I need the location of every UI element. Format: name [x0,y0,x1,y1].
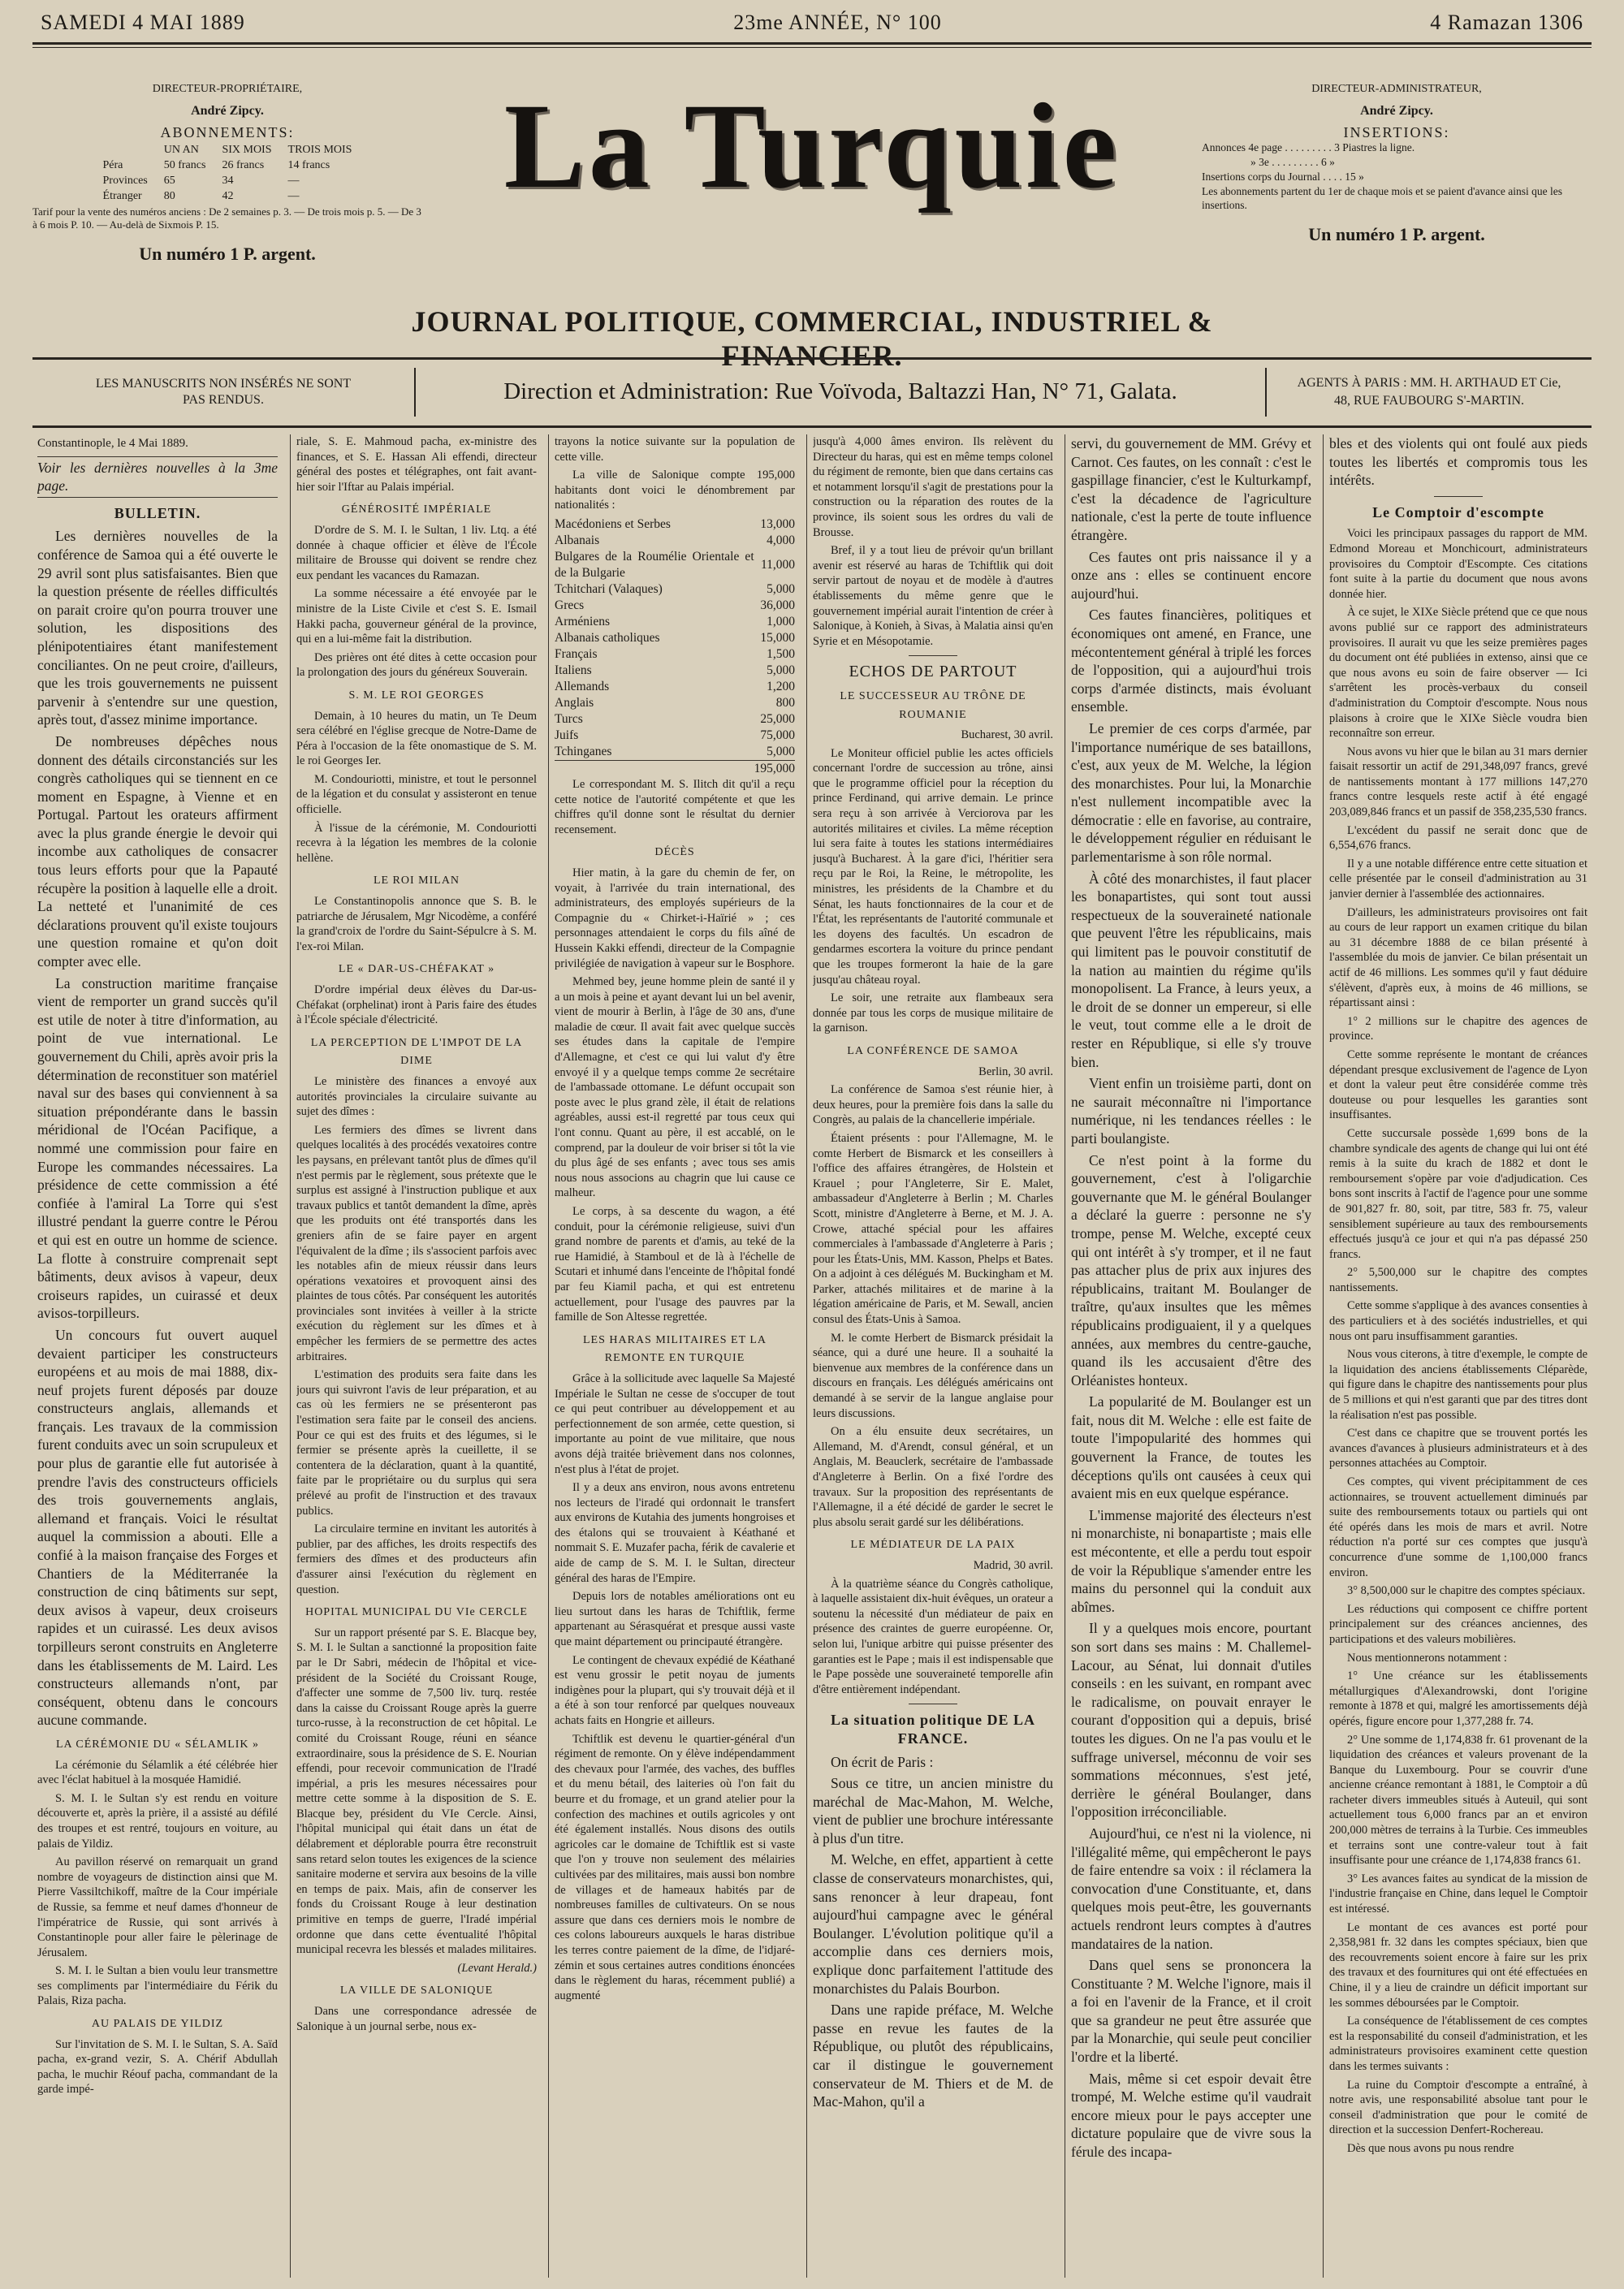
paragraph: Le montant de ces avances est porté pour 2,358,981 fr. 32 dans les comptes spéciaux, bien que des recouvrements soient encore à faire sur les prix des travaux et des fournitures qui ont été effectuées en Chine, il y a lieu de craindre un déficit important sur les sommes déboursées par le Comptoir. [1329,1920,1587,2010]
population-label: Albanais [555,533,600,547]
paragraph: trayons la notice suivante sur la population de cette ville. [555,435,795,464]
paragraph: Sous ce titre, un ancien ministre du maréchal de Mac-Mahon, M. Welche, vient de publier une brochure intéressante à plus d'un titre. [813,1775,1053,1846]
paragraph: Mais, même si cet espoir devait être trompé, M. Welche estime qu'il vaudrait encore mieux pour le pays accepter une dictature populaire que de vivre sous la férule des incapa- [1071,2070,1311,2161]
paragraph: M. Condouriotti, ministre, et tout le personnel de la légation et du consulat y assisteront en tenue officielle. [296,772,537,817]
paragraph: La circulaire termine en invitant les autorités à publier, par des affiches, les droits respectifs des fermiers des dîmes et des producteurs afin d'assurer ainsi l'exécution du règlement en question. [296,1522,537,1596]
abon-head: TROIS MOIS [287,144,352,156]
paragraph: Vient enfin un troisième parti, dont on ne saurait méconnaître ni l'importance numérique, ni les tendances réelles : le parti boulangiste. [1071,1075,1311,1147]
paragraph: À la quatrième séance du Congrès catholique, à laquelle assistaient dix-huit évêques, un orateur a soutenu la nécessité d'un médiateur de paix en présence des craintes de guerre européenne. Or, selon lui, l'unique arbitre qui puisse présenter des garanties est le Pape ; mais il est indispensable que le Pape possède une souveraineté temporelle afin d'être entièrement indépendant. [813,1577,1053,1696]
population-row [555,728,795,744]
population-value: 4,000 [767,533,795,547]
population-value: 5,000 [767,744,795,758]
column-rule [548,434,549,2278]
paragraph: Dès que nous avons pu nous rendre [1347,2141,1514,2155]
masthead-title: La Turquie [503,79,1121,214]
population-value: 11,000 [760,557,795,572]
heading-dime: LA PERCEPTION DE L'IMPOT DE LA DIME [310,1036,523,1068]
population-label: Français [555,646,598,661]
population-row [555,663,795,679]
paragraph: jusqu'à 4,000 âmes environ. Ils relèvent du Directeur du haras, qui est en même temps colonel du régiment de remonte, bien que dans certains cas et notamment lorsqu'il s'agit de prestations pour la construction ou la réparation des routes de la province, ils soient sous les ordres du vali de Brousse. [813,435,1053,539]
paragraph: 3° 8,500,000 sur le chapitre des comptes spéciaux. [1347,1584,1586,1598]
paragraph: Le premier de ces corps d'armée, par l'importance numérique de ses bataillons, c'est, aux yeux de M. Welche, la légion des monarchistes. Pour lui, la Monarchie n'est nullement incompatible avec la démocratie : elle en favorise, au contraire, le développement régulier en réduisant le parlementarisme à son rôle normal. [1071,719,1311,866]
paragraph: La ville de Salonique compte 195,000 habitants dont voici le dénombrement par nationalités : [555,469,795,512]
band-left-line: PAS RENDUS. [183,392,264,407]
paragraph: D'ailleurs, les administrateurs provisoires ont fait au cours de leur rapport un examen critique du bilan au 31 décembre 1888 de ce bilan présenté à l'assemblée du mois de janvier. Ce bilan présentait un actif de 46 millions. Les sommes qu'il y faut déduire s'élèvent, d'après eux, à moins de 46 millions, se répartissant ainsi : [1329,905,1587,1010]
tarif-note: Tarif pour la vente des numéros anciens : De 2 semaines p. 3. — De trois mois p. 5. — De 3 à 6 mois P. 10. — Au-delà de Sixmois P. 15. [32,205,421,231]
paragraph: M. Welche, en effet, appartient à cette classe de conservateurs monarchistes, qui, sans renoncer à leur drapeau, font aujourd'hui campagne avec le général Boulanger. L'évolution politique qu'il a accomplie dans ces derniers mois, explique donc parfaitement l'attitude des monarchistes du Palais Bourbon. [813,1851,1053,1997]
insertions-line: Les abonnements partent du 1er de chaque mois et se paient d'avance ainsi que les insertions. [1202,185,1563,211]
population-value: 75,000 [760,728,795,742]
heading-roi-georges: S. M. LE ROI GEORGES [348,689,485,702]
column-6 [1329,434,1587,2278]
paragraph: S. M. I. le Sultan s'y est rendu en voiture découverte et, après la prière, il a assisté au défilé des troupes et est rentré, toujours en voiture, au palais de Yildiz. [37,1791,278,1851]
paragraph: Le ministère des finances a envoyé aux autorités provinciales la circulaire suivante au sujet des dîmes : [296,1074,537,1119]
population-label: Macédoniens et Serbes [555,516,671,531]
population-row [555,646,795,663]
paragraph: Hier matin, à la gare du chemin de fer, on voyait, à l'arrivée du train international, des administrateurs, des employés supérieurs de la Compagnie du « Chirket-i-Haïrié » ; ces personnages attendaient le corps du fils aîné de Hussein Kakki effendi, directeur de la Compagnie privilégiée de navigation à vapeur sur le Bosphore. [555,866,795,970]
paragraph: 1° Une créance sur les établissements métallurgiques d'Alexandrowski, dont l'origine remonte à 1878 et qui, malgré les amortissements déjà opérés, figure encore pour 1,377,288 fr. 74. [1329,1669,1587,1728]
paragraph: Depuis lors de notables améliorations ont eu lieu surtout dans les haras de Tchiftlik, ferme appartenant au Sérasquérat et presque aussi vaste que maint département ou principauté étrangère. [555,1590,795,1649]
abon-cell: Péra [102,159,123,171]
abon-cell: 14 francs [287,159,330,171]
price-left: Un numéro 1 P. argent. [139,244,316,264]
insertions-box [1202,73,1592,242]
place-date: Bucharest, 30 avril. [961,728,1053,742]
paragraph: De nombreuses dépêches nous donnent des détails circonstanciés sur les congrès catholiques qui se tiennent en ce moment en Espagne, à Vienne et en Portugal. Partout les orateurs affirment avec la plus grande énergie le devoir qui incombe aux catholiques de consacrer tous leurs efforts pour que la Papauté récupère la position à laquelle elle a droit. La netteté et l'unanimité de ces déclarations prouvent qu'il existe toujours une question romaine et qu'on doit compter avec elle. [37,732,278,970]
heading-dar-us-chefakat: LE « DAR-US-CHÉFAKAT » [338,963,495,976]
population-label: Tchinganes [555,744,612,758]
abon-cell: 80 [163,190,175,202]
heading-succession: LE SUCCESSEUR AU TRÔNE DE ROUMANIE [840,689,1026,721]
heading-yildiz: AU PALAIS DE YILDIZ [91,2018,224,2031]
population-value: 36,000 [760,598,795,612]
paragraph: Dans une correspondance adressée de Salonique à un journal serbe, nous ex- [296,2005,537,2033]
band-rule-top [32,357,1592,360]
population-label: Grecs [555,598,585,612]
paragraph: La conséquence de l'établissement de ces comptes est la responsabilité du conseil d'administration, et les administrateurs provisoires examinent cette question dans les termes suivants : [1329,2015,1587,2073]
population-value: 1,200 [767,679,795,693]
abon-cell: 34 [222,175,234,187]
paragraph: Aujourd'hui, ce n'est ni la violence, ni l'illégalité même, qui empêcheront le pays de faire entendre sa voix : il réclamera la convocation d'une Constituante, et, dans quelques mois peut-être, les gouvernants actuels rendront leurs comptes à d'autres mandataires de la nation. [1071,1825,1311,1952]
paragraph: M. le comte Herbert de Bismarck présidait la séance, qui a duré une heure. Il a souhaité la bienvenue aux membres de la conférence dans un discours en français. Les délégués américains ont demandé à se servir de la langue anglaise pour leurs discussions. [813,1331,1053,1420]
page-3-note: Voir les dernières nouvelles à la 3me page. [37,456,278,498]
dateline-date: SAMEDI 4 MAI 1889 [41,11,245,34]
paragraph: La conférence de Samoa s'est réunie hier, à deux heures, pour la première fois dans la salle du Congrès, au palais de la chancellerie impériale. [813,1083,1053,1127]
source-credit: (Levant Herald.) [457,1961,537,1975]
paragraph: bles et des violents qui ont foulé aux pieds toutes les libertés et compromis tous les intérêts. [1329,435,1587,489]
abon-head: UN AN [163,144,199,156]
top-rule-thin [32,47,1592,48]
paragraph: Tchiftlik est devenu le quartier-général d'un régiment de remonte. On y élève indépendamment des chevaux pour l'armée, des vaches, des buffles et du menu bétail, des laiteries où l'on fait du beurre et du fromage, et un grand atelier pour la confection des machines et outils agricoles y ont été également installés. Nous disons des outils agricoles car le domaine de Tchiftlik est si vaste que l'on y trouve non seulement des mélairies cultivées par des militaires, mais aussi bon nombre de villages et de hameaux habités par de nombreuses familles de cultivateurs. On se nous assure que dans ces derniers mois le nombre de ces colons laboureurs auxquels le haras distribue les terres contre paiement de la dîme, de l'idjaré-zémin et sous certaines autres conditions énoncées dans le règlement du haras, récemment publié) a augmenté [555,1732,795,2002]
paragraph: Les dernières nouvelles de la conférence de Samoa qui a été ouverte le 29 avril sont plus satisfaisantes. Bien que la question présente de réelles difficultés on parait croire qu'on pourra trouver une solution, les dispositions des plénipotentiaires étant manifestement conciliantes. On ne peut croire, d'ailleurs, que les trois gouvernements ne puissent parvenir à s'entendre sur une question, après tout, d'assez minime importance. [37,528,278,728]
paragraph: servi, du gouvernement de MM. Grévy et Carnot. Ces fautes, on les connaît : c'est le gaspillage financier, c'est le Kulturkampf, c'est la décadence de l'agriculture nationale, c'est la perte de toute influence étrangère. [1071,435,1311,543]
insertions-line: » 3e . . . . . . . . . 6 » [1250,156,1335,168]
abon-cell: 42 [222,190,234,202]
top-rule [32,42,1592,45]
population-row [555,581,795,598]
dateline-issue: 23me ANNÉE, N° 100 [733,11,942,34]
paragraph: Des prières ont été dites à cette occasion pour la prolongation des jours du généreux Souverain. [296,650,537,680]
heading-haras: LES HARAS MILITAIRES ET LA REMONTE EN TURQUIE [582,1333,767,1365]
population-row [555,711,795,728]
column-5 [1071,434,1311,2278]
administrator-name: André Zipcy. [1360,104,1433,118]
paragraph: Les réductions qui composent ce chiffre portent principalement sur des créances anciennes, des participations et des valeurs mobilières. [1329,1602,1587,1646]
population-label: Tchitchari (Valaques) [555,581,663,596]
paragraph: Il y a deux ans environ, nous avons entretenu nos lecteurs de l'iradé qui ordonnait le transfert aux environs de Kutahia des juments hongroises et des étalons qui se trouvaient à Kéathané et nommait S. E. Muzafer pacha, férik de cavalerie et aide de camp de S. M. I. le Sultan, directeur général des haras de l'Empire. [555,1481,795,1585]
paragraph: Le contingent de chevaux expédié de Kéathané est venu grossir le petit noyau de juments indigènes pour la plupart, qui s'y trouvait déjà et il a été à son tour renforcé par quelques nouveaux achats faits en Hongrie et ailleurs. [555,1653,795,1727]
abonnements-title: ABONNEMENTS: [160,124,295,140]
paragraph: C'est dans ce chapitre que se trouvent portés les avances d'avances à plusieurs administrateurs et à des personnes attachées au Comptoir. [1329,1427,1587,1471]
separator [1434,496,1483,497]
population-table [555,516,795,777]
population-label: Anglais [555,695,594,710]
heading-deces: DÉCÈS [654,846,695,859]
paragraph: Demain, à 10 heures du matin, un Te Deum sera célébré en l'église grecque de Notre-Dame de Péra à l'occasion de la fête onomastique de S. M. le roi Georges Ier. [296,709,537,768]
population-value: 25,000 [760,711,795,726]
population-value: 15,000 [760,630,795,645]
paragraph: Il y a une notable différence entre cette situation et celle présentée par le conseil d'administration au 31 janvier dernier à l'assemblée des actionnaires. [1329,857,1587,901]
paragraph: Les fermiers des dîmes se livrent dans quelques localités à des procédés vexatoires contre les paysans, en prélevant tantôt plus de dîmes qu'il n'est permis par le règlement, sous prétexte que le surplus est assigné à l'instruction publique et aux travaux publics et tantôt demandent la dîme, après que les produits ont été transportés dans les greniers afin de se faire payer en argent l'équivalent de la dîme ; ils s'associent parfois avec les notables afin de mieux réussir dans leurs opérations vexatoires et provoquent ainsi des plaintes de tous côtés. Par conséquent les autorités provinciales sont invitées à veiller à la stricte exécution du règlement sur les dîmes et à empêcher les fermiers de se permettre des actes arbitraires. [296,1123,537,1363]
heading-hopital: HOPITAL MUNICIPAL DU VIe CERCLE [305,1606,528,1619]
heading-mediateur: LE MÉDIATEUR DE LA PAIX [850,1539,1016,1552]
paragraph: D'ordre de S. M. I. le Sultan, 1 liv. Ltq. a été donnée à chaque officier et élève de l'École militaire de Brousse qui doivent se rendre chez eux pendant les vacances du Ramazan. [296,523,537,582]
band-address: Direction et Administration: Rue Voïvoda, Baltazzi Han, N° 71, Galata. [503,378,1177,404]
paragraph: Ces fautes financières, politiques et économiques ont amené, en France, une mécontentement général à triplé les forces de l'opposition, qui a aujourd'hui trois corps d'armée distincts, mais évoluant ensemble. [1071,607,1311,715]
paragraph: On a élu ensuite deux secrétaires, un Allemand, M. d'Arendt, consul général, et un Anglais, M. Beauclerk, secrétaire de l'ambassade d'Angleterre à Berlin. On a fixé l'ordre des travaux. Sur la proposition des représentants de l'Allemagne, il a été décidé de garder le secret le plus absolu serait gardé sur les délibérations. [813,1425,1053,1529]
column-4 [813,434,1053,2278]
paragraph: À ce sujet, le XIXe Siècle prétend que ce que nous avons publié sur ce rapport des administrateurs provisoires. Il aurait vu que les seize premières pages du document ont été publiées in extenso, ainsi que ce que nous avons eu soin de faire observer — Ici s'arrêtent les procès-verbaux du conseil d'administration du Comptoir d'escompte. Nous nous plaisons à croire que le XIXe Siècle voudra bien reconnaître son erreur. [1329,606,1587,741]
population-label: Albanais catholiques [555,630,660,645]
paragraph: Nous vous citerons, à titre d'exemple, le compte de la liquidation des anciens établissements Cléparède, qui figure dans le chapitre des nantissements pour plus de 5 millions et qui n'est garanti que par des titres dont la réalisation n'est pas possible. [1329,1348,1587,1422]
paragraph: Dans une rapide préface, M. Welche passe en revue les fautes de la République, ou plutôt des républicains, car il distingue le gouvernement conservateur de M. Thiers et de M. de Mac-Mahon, qu'il a [813,2002,1053,2110]
abon-cell: — [287,175,300,187]
population-label: Allemands [555,679,610,693]
paragraph: La cérémonie du Sélamlik a été célébrée hier avec l'éclat habituel à la mosquée Hamidié. [37,1758,278,1787]
paragraph: 2° Une somme de 1,174,838 fr. 61 provenant de la liquidation des créances et valeurs provenant de la Banque du Luxembourg. Pour se couvrir d'une ancienne créance remontant à 1881, le Comptoir a dû racheter divers immeubles situés à Auteuil, qui sont actuellement tous 6,000 francs par an et environ 200,000 mètres de terrains à la Turbie. Ces immeubles et terrains sont une contre-valeur tout à fait insuffisante pour une créance de 1,174,838 francs 61. [1329,1733,1587,1868]
band-rule-bottom [32,425,1592,428]
paragraph: Le soir, une retraite aux flambeaux sera donnée par tous les corps de musique militaire de la garnison. [813,991,1053,1035]
abon-cell: 65 [163,175,175,187]
paragraph: La somme nécessaire a été envoyée par le ministre de la Liste Civile et c'est S. E. Ismail Hakki pacha, gouverneur général de la province, qui en a lui-même fait la distribution. [296,587,537,646]
paragraph: S. M. I. le Sultan a bien voulu leur transmettre ses compliments par l'intermédiaire du Férik du Palais, Riza pacha. [37,1964,278,2008]
band-right-line: AGENTS À PARIS : MM. H. ARTHAUD ET Cie, [1297,375,1561,390]
paragraph: Étaient présents : pour l'Allemagne, M. le comte Herbert de Bismarck et les conseillers à l'office des affaires étrangères, de Holstein et Krauel ; pour l'Angleterre, Sir E. Malet, ambassadeur d'Angleterre à Berlin ; M. Charles Scott, ministre d'Angleterre à Berne, et M. J. A. Crowe, attaché spécial pour les affaires commerciales à l'ambassade d'Angleterre à Paris ; pour les États-Unis, MM. Kasson, Phelps et Bates. On a adjoint à ces délégués M. Buckingham et M. Parker, attachés militaires et de marine à la légation américaine de Paris, et M. Sewall, ancien consul des États-Unis à Samoa. [813,1131,1053,1327]
band-right [1265,368,1592,417]
price-right: Un numéro 1 P. argent. [1308,224,1485,244]
paragraph: La construction maritime française vient de remporter un grand succès qu'il est utile de noter à titre d'information, au point de vue international. Le gouvernement du Chili, après avoir pris la détermination de reconstituer son matériel naval sur des bases qui conviennent à sa situation prépondérante dans le bassin méridional de l'Océan Pacifique, a nommé une commission pour faire en Europe les commandes nécessaires. La présidence de cette commission a été confiée à l'amiral La Torre qui s'est illustré pendant la guerre contre le Pérou et qui est en outre un homme de science. La flotte à construire comprenait sept bâtiments, deux avisos à vapeur, deux croiseurs rapides, un cuirassé et deux avisos-torpilleurs. [37,974,278,1322]
paragraph: Cette succursale possède 1,699 bons de la chambre syndicale des agents de change qui lui ont été remis à la suite du krach de 1882 et dont le remboursement s'opère par voie d'adjudication. Ces bons sont inscrits à l'actif de l'agence pour une somme de 901,827 fr. 80, soit, par titre, 583 fr. 75, valeur sensiblement supérieure au taux des remboursements effectués jusqu'à ce jour et qui n'a pas dépassé 250 francs. [1329,1126,1587,1261]
article-dateline: Constantinople, le 4 Mai 1889. [37,437,188,450]
paragraph: Ces comptes, qui vivent précipitamment de ces actionnaires, se trouvent actuellement diminués par suite des remboursements totaux ou partiels qui ont été opérés dans les mois de mars et avril. Notre réduction n'a porté sur ces comptes que jusqu'à concurrence d'une somme de 1,100,000 francs environ. [1329,1475,1587,1579]
population-label: Italiens [555,663,592,677]
abon-cell: Étranger [102,190,142,202]
column-1 [37,434,278,2278]
population-row [555,614,795,630]
paragraph: Mehmed bey, jeune homme plein de santé il y a un mois à peine et ayant devant lui un bel avenir, vient de mourir à Berlin, à l'âge de 30 ans, d'une maladie de cœur. Il avait fait avec quelque succès ses études dans la capitale de l'empire d'Allemagne, et c'est ce qui lui valut d'y être envoyé il y a quelque temps comme 2e secrétaire de l'ambassade ottomane. Le défunt occupait son poste avec le plus grand zèle, il était de relations agréables, aussi est-il regretté par tous ceux qui l'ont connu. Quant au père, il est accablé, on le comprend, par la douleur de voir briser si tôt la vie du plus âgé de ses enfants ; avec tous ses amis nous nous associons au chagrin que lui cause ce malheur. [555,975,795,1200]
paragraph: On écrit de Paris : [831,1753,934,1770]
paragraph: Le Constantinopolis annonce que S. B. le patriarche de Jérusalem, Mgr Nicodème, a conféré la grand'croix de l'ordre du Saint-Sépulcre à S. M. l'ex-roi Milan. [296,895,537,953]
column-rule [1323,434,1324,2278]
director-name: André Zipcy. [191,104,264,118]
abon-cell: Provinces [102,175,148,187]
heading-generosite: GÉNÉROSITÉ IMPÉRIALE [341,503,492,516]
population-row [555,679,795,695]
place-date: Berlin, 30 avril. [978,1065,1053,1078]
population-row [555,630,795,646]
abonnements-table [95,142,361,204]
population-row [555,533,795,549]
paragraph: Voici les principaux passages du rapport de MM. Edmond Moreau et Monchicourt, administrateurs provisoires du Comptoir d'Escompte. Ces citations font suite à la partie du document que nous avons donnée hier. [1329,527,1587,601]
dateline-hijri: 4 Ramazan 1306 [1430,11,1583,34]
population-value: 13,000 [760,516,795,531]
paragraph: Ce n'est point à la forme du gouvernement, c'est à l'oligarchie gouvernante que M. le général Boulanger a déclaré la guerre : personne ne s'y trompe, pense M. Welche, excepté ceux qui ont intérêt à s'y tromper, et il ne faut pas attacher plus de prix aux injures des républicains, traitant M. Boulanger de traître, qu'aux insultes que les mêmes républicains prodiguaient, il y a quelques années, aux membres du centre-gauche, quand ils les accusaient d'être des Orléanistes honteux. [1071,1151,1311,1389]
population-label: Arméniens [555,614,611,628]
paragraph: 2° 5,500,000 sur le chapitre des comptes nantissements. [1329,1266,1587,1294]
insertions-line: Annonces 4e page . . . . . . . . . 3 Piastres la ligne. [1202,141,1415,153]
masthead-subtitle: JOURNAL POLITIQUE, COMMERCIAL, INDUSTRIEL & FINANCIER. [411,305,1213,372]
population-row [555,695,795,711]
band-right-line: 48, RUE FAUBOURG S'-MARTIN. [1333,393,1525,408]
administrator-role: DIRECTEUR-ADMINISTRATEUR, [1311,83,1482,95]
population-label: Juifs [555,728,579,742]
paragraph: Le corps, à sa descente du wagon, a été conduit, pour la cérémonie religieuse, suivi d'un grand nombre de parents et d'amis, au teké de la rue Hamidié, à Stamboul et de là à l'échelle de Scutari et inhumé dans l'enceinte de l'hôpital fondé par feu Kiamil pacha, et qui est entretenu actuellement, pour l'usage des pauvres par la famille de Son Altesse regrettée. [555,1205,795,1324]
paragraph: Le correspondant M. S. Ilitch dit qu'il a reçu cette notice de l'autorité compétente et que les chiffres qu'il donne sont le résultat du dernier recensement. [555,777,795,836]
paragraph: La popularité de M. Boulanger est un fait, nous dit M. Welche : elle est faite de toute l'impopularité des hommes qui gouvernent la France, de toutes les déceptions qu'ils ont causées à ceux qui avaient mis en eux quelque espérance. [1071,1393,1311,1502]
population-value: 1,500 [767,646,795,661]
column-rule [806,434,807,2278]
paragraph: Cette somme s'applique à des avances consenties à des particuliers et à des sociétés industrielles, et qui nous ont paru insuffisamment garanties. [1329,1299,1587,1343]
paragraph: Un concours fut ouvert auquel devaient participer les constructeurs européens et au mois de mai 1888, dix-neuf projets furent déposés par douze constructeurs anglais, allemands et français. Les travaux de la commission furent conduits avec un soin scrupuleux et pour plus de garantie elle fut autorisée à prendre l'avis des constructeurs officiels des trois gouvernements anglais, allemand et français. Voici le résultat auquel la commission a abouti. Elle a confié à la maison française des Forges et Chantiers de la Méditerranée la construction de cinq bâtiments sur sept, deux avisos à vapeur, deux croiseurs rapides et un cuirassé. Les deux avisos torpilleurs seront construits en Angleterre dans les établissements de M. Laird. Les constructeurs allemands n'ont, par conséquent, obtenu dans le concours aucune commande. [37,1326,278,1729]
population-value: 1,000 [767,614,795,628]
insertions-line: Insertions corps du Journal . . . . 15 » [1202,171,1364,183]
heading-bulletin: BULLETIN. [114,504,201,521]
paragraph: 1° 2 millions sur le chapitre des agences de province. [1329,1014,1587,1043]
paragraph: Grâce à la sollicitude avec laquelle Sa Majesté Impériale le Sultan ne cesse de s'occuper de tout ce qui peut contribuer au développement et au perfectionnement de son armée, cette question, si importante au point de vue militaire, que nous avons déjà traitée brièvement dans nos colonnes, n'est plus à l'état de projet. [555,1371,795,1476]
paragraph: L'excédent du passif ne serait donc que de 6,554,676 francs. [1329,823,1587,853]
heading-echos: ECHOS DE PARTOUT [849,663,1017,681]
heading-salonique: LA VILLE DE SALONIQUE [339,1985,494,1997]
population-row [555,598,795,614]
paragraph: 3° Les avances faites au syndicat de la mission de l'industrie française en Chine, dans lequel le Comptoir est intéressé. [1329,1872,1587,1916]
population-value: 5,000 [767,663,795,677]
band-left [32,368,416,417]
heading-comptoir: Le Comptoir d'escompte [1372,503,1544,520]
paragraph: Il y a quelques mois encore, pourtant son sort dans ses mains : M. Challemel-Lacour, au Sénat, lui donnait d'utiles conseils : en les suivant, en rompant avec le radicalisme, on pouvait enrayer le courant d'opposition qui a depuis, brisé toutes les digues. On ne l'a pas voulu et le suffrage universel, méconnu de voir ses sommations méconnues, s'est jeté, derrière le général Boulanger, dans l'opposition irréconciliable. [1071,1620,1311,1820]
paragraph: Au pavillon réservé on remarquait un grand nombre de voyageurs de distinction ainsi que M. Pierre Vassiltchikoff, maître de la Cour impériale de Russie, sa femme et neuf dames d'honneur de l'impératrice de Russie, qui sont arrivés à Constantinople pour aller faire le pèlerinage de Jérusalem. [37,1855,278,1959]
separator [909,655,957,656]
paragraph: Ces fautes ont pris naissance il y a onze ans : elles se continuent encore aujourd'hui. [1071,548,1311,602]
population-row [555,516,795,533]
paragraph: L'immense majorité des électeurs n'est ni monarchiste, ni bonapartiste ; mais elle est mécontente, et elle a perdu tout espoir de voir la République s'amender entre les mains du personnel qui la conduit aux abîmes. [1071,1506,1311,1615]
paragraph: La ruine du Comptoir d'escompte a entraîné, à notre avis, une responsabilité absolue tant pour le conseil d'administration que pour le comité de direction et la succession Denfert-Rochereau. [1329,2078,1587,2137]
heading-selamlik: LA CÉRÉMONIE DU « SÉLAMLIK » [55,1738,260,1751]
population-row [555,549,795,581]
population-label: Bulgares de la Roumélie Orientale et de la Bulgarie [555,549,754,580]
abon-cell: — [287,190,300,202]
population-row [555,744,795,761]
band-left-line: LES MANUSCRITS NON INSÉRÉS NE SONT [95,376,352,391]
subscription-box [32,73,422,264]
column-2 [296,434,537,2278]
direction-band [32,361,1592,422]
population-label: Turcs [555,711,583,726]
heading-samoa: LA CONFÉRENCE DE SAMOA [847,1044,1019,1057]
abon-cell: 50 francs [163,159,206,171]
paragraph: À l'issue de la cérémonie, M. Condouriotti recevra à la légation les membres de la colonie hellène. [296,821,537,865]
population-value: 800 [775,695,795,710]
paragraph: L'estimation des produits sera faite dans les jours qui suivront l'avis de leur préparation, et au cas où les fermiers ne se présenteront pas l'estimation sera faite par le conseil des anciens. Pour ce qui est des fruits et des légumes, si le fermier se présente après la cueillette, il se contentera de la déclaration, quant à la quantité, faite par le propriétaire ou du surplus qui sera prélevé au profit de l'instruction et des travaux publics. [296,1368,537,1518]
paragraph: Dans quel sens se prononcera la Constituante ? M. Welche l'ignore, mais il a foi en l'avenir de la France, et il croit que sa grandeur ne peut être assurée que par la Monarchie, qui seule peut concilier l'ordre et la liberté. [1071,1957,1311,2066]
director-role: DIRECTEUR-PROPRIÉTAIRE, [152,83,303,95]
column-rule [290,434,291,2278]
dateline [41,6,1583,39]
abon-cell: 26 francs [222,159,265,171]
paragraph: Sur un rapport présenté par S. E. Blacque bey, S. M. I. le Sultan a sanctionné la proposition faite par le Dr Sabri, médecin de l'hôpital et vice-président de la Société du Croissant Rouge, d'affecter une somme de 7,500 liv. turq. restée dans la caisse du Croissant Rouge après la guerre turco-russe, à la reconstruction de cet hôpital. Le comité du Croissant Rouge, réuni en séance extraordinaire, sous la présidence de S. E. Nourian effendi, pour recevoir communication de l'Iradé impérial, a pris les mesures nécessaires pour mettre cette somme à la disposition de S. E. Blacque bey, président du VIe Cercle. Ainsi, l'hôpital municipal qui était dans un état de délabrement et déplorable pourra être reconstruit sans retard selon toutes les exigences de la science sanitaire moderne et servira aux besoins de la ville en temps de paix. Mais, afin de conserver les fonds du Croissant Rouge à leur destination primitive en temps de guerre, l'Iradé impérial ordonne que dans cette éventualité l'hôpital municipal recevra les blessés et malades militaires. [296,1626,537,1957]
abon-head: SIX MOIS [222,144,272,156]
paragraph: Nous mentionnerons notamment : [1347,1651,1507,1665]
population-total: 195,000 [754,761,795,775]
population-value: 5,000 [767,581,795,596]
insertions-title: INSERTIONS: [1343,124,1450,140]
paragraph: Sur l'invitation de S. M. I. le Sultan, S. A. Saïd pacha, ex-grand vezir, S. A. Chérif Abdullah pacha, le muchir Réouf pacha, commandant de la garde impé- [37,2037,278,2097]
paragraph: riale, S. E. Mahmoud pacha, ex-ministre des finances, et S. E. Hassan Ali effendi, directeur général des postes et télégraphes, ont fait avant-hier soir l'Iftar au Palais impérial. [296,435,537,494]
paragraph: Cette somme représente le montant de créances dépendant presque exclusivement de l'agence de Lyon et dont la valeur peut être considérée comme très douteuse ou pour lesquelles les garanties sont insuffisantes. [1329,1047,1587,1122]
column-3 [555,434,795,2278]
paragraph: Le Moniteur officiel publie les actes officiels concernant l'ordre de succession au trône, ainsi que le programme officiel pour la réception du prince Ferdinand, qui arrive demain. Le prince sera reçu à son arrivée à Verciorova par les autorités militaires et civiles. La même réception lui sera faite à toutes les stations intermédiaires jusqu'à Bucharest. À la gare d'ici, l'héritier sera reçu par le Roi, la Reine, le métropolite, les ministres, les présidents de la Chambre et du Sénat, les hauts fonctionnaires de la cour et de l'État, les représentants de l'autorité communale et les doyens des facultés. Un escadron de gendarmes escortera la voiture du prince pendant que les troupes formeront la haie de la gare jusqu'au château royal. [813,746,1053,987]
heading-situation: La situation politique DE LA FRANCE. [830,1712,1036,1747]
paragraph: À côté des monarchistes, il faut placer les bonapartistes, qui sont tout aussi respectueux de la souveraineté nationale que peuvent l'être les républicains, mais qui limitent pas le pouvoir constitutif de la nation au maintien du régime qu'ils monopolisent. La France, à leurs yeux, a le droit de se donner un empereur, si elle le veut, tout comme elle a le droit de rester en République, si elle s'y trouve bien. [1071,870,1311,1070]
paragraph: D'ordre impérial deux élèves du Dar-us-Chéfakat (orphelinat) iront à Paris faire des études à l'École spéciale d'électricité. [296,983,537,1027]
paragraph: Nous avons vu hier que le bilan au 31 mars dernier faisait ressortir un actif de 291,348,097 francs, grevé de nantissements montant à 177 millions 147,270 francs contre lesquels reste actif à été engagé 203,089,846 francs et un passif de 358,235,530 francs. [1329,745,1587,819]
paragraph: Bref, il y a tout lieu de prévoir qu'un brillant avenir est réservé au haras de Tchiftlik qui doit servir partout de noyau et de modèle à d'autres établissements du même genre que le gouvernement impérial aurait l'intention de créer à Salonique, à Konieh, à Sivas, à Malatia ainsi qu'en Syrie et en Mésopotamie. [813,544,1053,648]
heading-roi-milan: LE ROI MILAN [373,875,460,888]
place-date: Madrid, 30 avril. [973,1558,1053,1572]
